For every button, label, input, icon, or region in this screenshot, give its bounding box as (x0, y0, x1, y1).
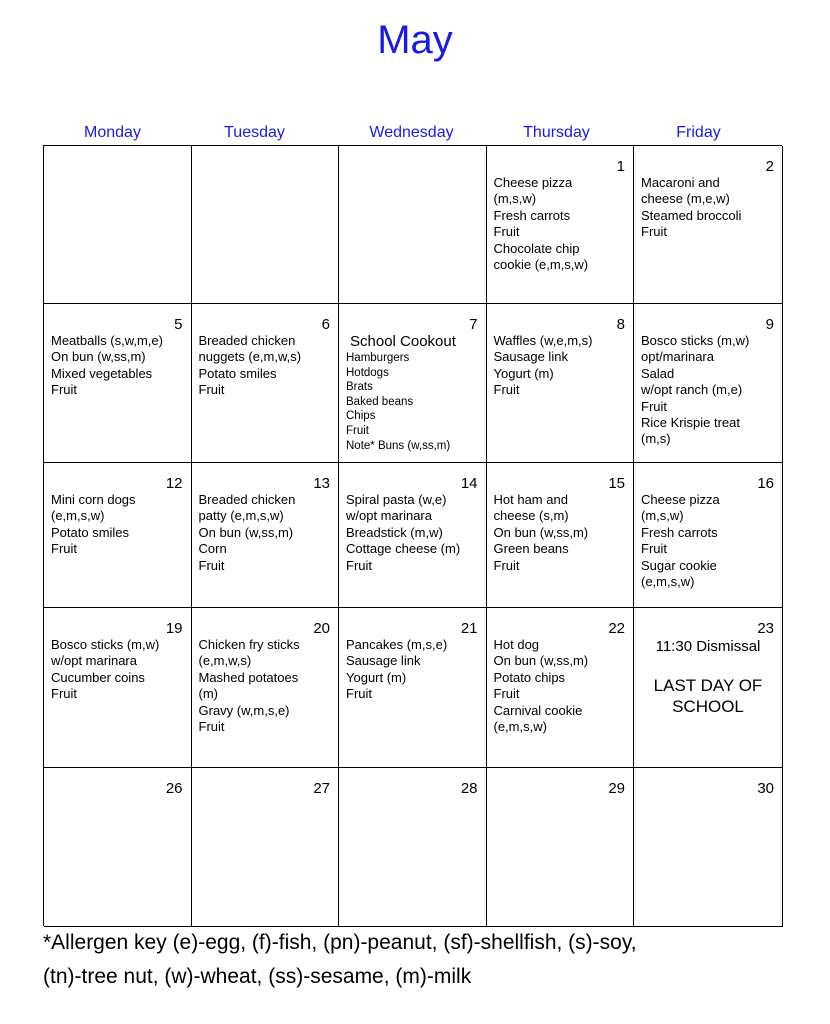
page-title: May (377, 18, 453, 62)
menu-item: Rice Krispie treat (641, 415, 740, 431)
menu-item: Fruit (493, 224, 520, 240)
menu-item: Gravy (w,m,s,e) (198, 702, 290, 718)
menu-items (494, 492, 630, 574)
menu-item: Salad (641, 365, 675, 381)
menu-item: Fresh carrots (641, 524, 718, 540)
calendar-day-cell (634, 768, 783, 927)
day-number: 15 (608, 475, 625, 492)
calendar-day-cell (487, 768, 635, 927)
menu-items (346, 492, 482, 574)
menu-item: Cheese pizza (641, 492, 720, 507)
menu-item: (m,s,w) (493, 191, 537, 207)
day-number: 22 (608, 620, 625, 637)
calendar-day-cell (487, 146, 635, 304)
menu-item: Chocolate chip (493, 240, 580, 256)
weekday-tuesday: Tuesday (224, 124, 285, 141)
menu-item: Macaroni and (641, 175, 720, 190)
calendar-day-cell (634, 463, 783, 608)
menu-item: Fruit (346, 686, 372, 702)
last-day-line: LAST DAY OF (653, 676, 763, 695)
menu-item: (e,m,s,w) (51, 508, 105, 524)
menu-items (346, 637, 482, 703)
day-number: 7 (469, 316, 478, 333)
menu-item: Yogurt (m) (346, 669, 407, 685)
menu-item: Breadstick (m,w) (346, 524, 443, 540)
menu-item: Mixed vegetables (51, 365, 153, 381)
menu-items (494, 175, 630, 273)
menu-item: Fruit (51, 382, 77, 398)
calendar-grid (43, 145, 782, 926)
menu-item: Pancakes (m,s,e) (346, 637, 448, 652)
menu-item: On bun (w,ss,m) (51, 349, 146, 365)
day-number: 14 (460, 475, 478, 492)
calendar-day-cell (192, 304, 340, 463)
menu-items (51, 492, 187, 558)
day-number: 29 (608, 780, 625, 797)
dismissal-note: 11:30 Dismissal (655, 638, 761, 655)
weekday-thursday: Thursday (523, 124, 590, 141)
calendar-day-cell (487, 304, 635, 463)
menu-item: (m,s,w) (641, 508, 684, 524)
menu-item: Fruit (493, 557, 520, 573)
calendar-day-cell (339, 463, 487, 608)
menu-item: On bun (w,ss,m) (198, 524, 294, 540)
menu-items (494, 333, 630, 399)
menu-item: Potato smiles (51, 524, 130, 540)
menu-item: w/opt marinara (51, 653, 137, 669)
menu-item: Fruit (493, 382, 520, 398)
menu-item: patty (e,m,s,w) (198, 508, 284, 524)
day-number: 13 (313, 475, 330, 492)
calendar-day-cell (339, 768, 487, 927)
menu-item: Baked beans (346, 395, 414, 408)
allergen-key-line: *Allergen key (e)-egg, (f)-fish, (pn)-peanut, (sf)-shellfish, (s)-soy, (43, 931, 637, 954)
calendar-day-cell (487, 463, 635, 608)
menu-item: Hot dog (493, 637, 540, 652)
menu-item: cheese (s,m) (493, 508, 569, 524)
menu-item: Fruit (51, 686, 77, 702)
calendar-day-cell (192, 146, 340, 304)
calendar-day-cell (192, 608, 340, 768)
menu-item: Hotdogs (346, 366, 389, 379)
menu-items (199, 333, 335, 399)
day-number: 21 (460, 620, 478, 637)
menu-items (199, 637, 335, 735)
menu-item: Steamed broccoli (641, 207, 742, 223)
menu-item: Corn (198, 541, 227, 557)
menu-item: (e,m,w,s) (198, 653, 252, 669)
calendar-day-cell (44, 146, 192, 304)
menu-item: Bosco sticks (m,w) (51, 637, 160, 652)
day-number: 23 (757, 620, 774, 637)
menu-item: (e,m,s,w) (641, 574, 695, 590)
calendar-day-cell (339, 304, 487, 463)
last-day-line: SCHOOL (672, 697, 744, 716)
last-day-note (634, 675, 782, 717)
day-number: 30 (757, 780, 774, 797)
menu-item: Breaded chicken (198, 492, 296, 507)
calendar-day-cell (44, 463, 192, 608)
menu-item: On bun (w,ss,m) (493, 524, 589, 540)
menu-item: Fruit (493, 686, 520, 702)
menu-items (51, 333, 187, 399)
cookout-menu (346, 333, 482, 453)
menu-item: (m) (198, 686, 218, 702)
menu-item: Cottage cheese (m) (346, 541, 461, 557)
menu-item: Green beans (493, 541, 569, 557)
menu-item: Fruit (641, 224, 667, 240)
menu-item: On bun (w,ss,m) (493, 653, 589, 669)
menu-item: Note* Buns (w,ss,m) (346, 439, 451, 452)
menu-item: Fresh carrots (493, 207, 571, 223)
menu-item: nuggets (e,m,w,s) (198, 349, 302, 365)
menu-item: Cheese pizza (493, 175, 573, 190)
weekday-monday: Monday (84, 124, 141, 141)
day-number: 20 (313, 620, 330, 637)
weekday-header (43, 124, 782, 144)
menu-item: Meatballs (s,w,m,e) (51, 333, 163, 348)
menu-item: Fruit (198, 719, 225, 735)
day-number: 9 (765, 316, 774, 333)
menu-item: cheese (m,e,w) (641, 191, 730, 207)
menu-items (199, 492, 335, 574)
menu-item: Mini corn dogs (51, 492, 136, 507)
day-number: 27 (313, 780, 330, 797)
menu-item: Potato smiles (198, 365, 277, 381)
menu-item: Hot ham and (493, 492, 568, 507)
day-number: 2 (765, 158, 774, 175)
day-number: 8 (616, 316, 625, 333)
day-number: 16 (757, 475, 774, 492)
calendar-day-cell (634, 146, 783, 304)
menu-item: Fruit (346, 424, 369, 437)
menu-items (494, 637, 630, 735)
menu-item: Fruit (198, 382, 225, 398)
menu-item: w/opt ranch (m,e) (641, 382, 743, 398)
menu-item: Fruit (346, 557, 372, 573)
calendar-day-cell (44, 608, 192, 768)
menu-item: (e,m,s,w) (493, 719, 547, 735)
menu-item: w/opt marinara (346, 508, 432, 524)
menu-item: Cucumber coins (51, 669, 145, 685)
calendar-day-cell (339, 146, 487, 304)
menu-items (641, 175, 778, 241)
menu-item: (m,s) (641, 431, 671, 447)
menu-item: Mashed potatoes (198, 669, 299, 685)
calendar-day-cell (44, 304, 192, 463)
menu-items (641, 492, 778, 590)
calendar-day-cell (487, 608, 635, 768)
menu-item: Bosco sticks (m,w) (641, 333, 750, 348)
menu-item: Chicken fry sticks (198, 637, 300, 652)
menu-item: Spiral pasta (w,e) (346, 492, 447, 507)
menu-item: Yogurt (m) (493, 365, 554, 381)
cookout-title: School Cookout (350, 333, 456, 350)
menu-item: Sausage link (493, 349, 568, 365)
calendar-day-cell (192, 768, 340, 927)
menu-item: Fruit (51, 541, 77, 557)
day-number: 6 (321, 316, 330, 333)
menu-item: Fruit (198, 557, 225, 573)
day-number: 1 (616, 158, 625, 175)
calendar-day-cell (634, 304, 783, 463)
menu-item: Chips (346, 410, 376, 423)
menu-item: Brats (346, 381, 373, 394)
menu-item: cookie (e,m,s,w) (493, 257, 589, 273)
menu-item: Potato chips (493, 669, 566, 685)
special-notice (634, 638, 782, 717)
day-number: 5 (174, 316, 183, 333)
calendar-day-cell (192, 463, 340, 608)
allergen-key-line: (tn)-tree nut, (w)-wheat, (ss)-sesame, (m)-milk (43, 965, 472, 988)
menu-items (641, 333, 778, 448)
calendar-day-cell (634, 608, 783, 768)
menu-item: Sausage link (346, 653, 421, 669)
menu-item: Sugar cookie (641, 557, 717, 573)
menu-item: opt/marinara (641, 349, 714, 365)
weekday-wednesday: Wednesday (369, 124, 454, 141)
day-number: 19 (165, 620, 183, 637)
menu-item: Hamburgers (346, 352, 410, 364)
day-number: 12 (165, 475, 183, 492)
weekday-friday: Friday (676, 124, 721, 141)
allergen-key (43, 926, 813, 994)
menu-item: Breaded chicken (198, 333, 296, 348)
calendar-day-cell (339, 608, 487, 768)
calendar-day-cell (44, 768, 192, 927)
menu-items (51, 637, 187, 703)
menu-item: Waffles (w,e,m,s) (493, 333, 593, 348)
day-number: 26 (165, 780, 183, 797)
menu-item: Carnival cookie (493, 702, 583, 718)
menu-item: Fruit (641, 398, 667, 414)
menu-item: Fruit (641, 541, 667, 557)
day-number: 28 (460, 780, 478, 797)
